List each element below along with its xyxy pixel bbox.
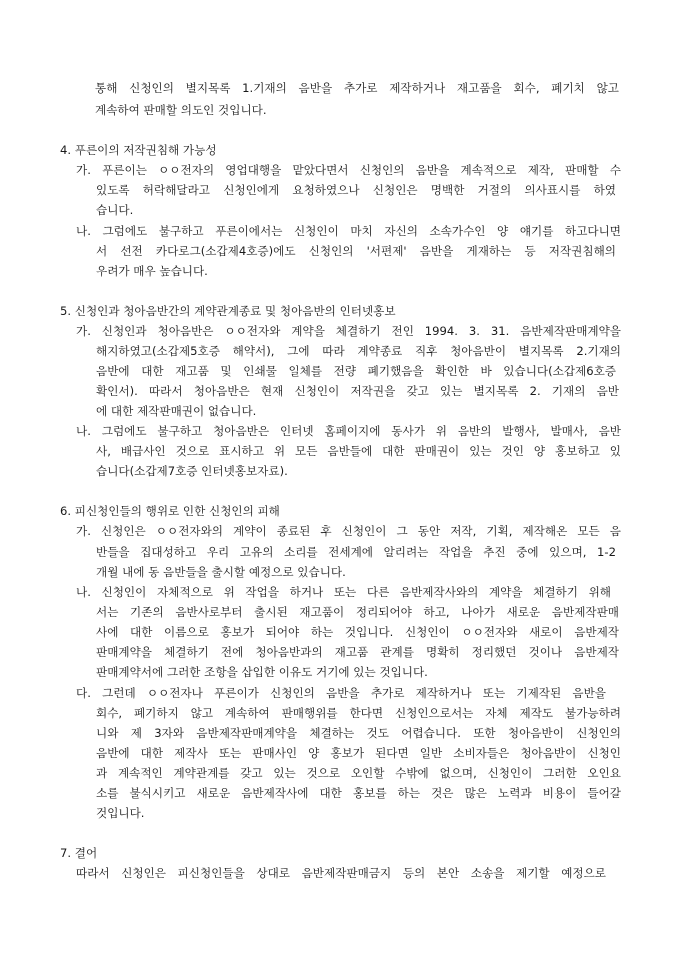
section-6-da-line-2: 회수, 폐기하지 않고 계속하여 판매행위를 한다면 신청인으로서는 자체 제작도 불가능하려 — [96, 706, 621, 720]
section-4-ga-line-2: 있도록 허락해달라고 신청인에게 요청하였으나 신청인은 명백한 거절의 의사표시를 하였 — [96, 183, 616, 197]
section-4-heading: 4. 푸른이의 저작권침해 가능성 — [60, 143, 217, 157]
section-5-ga-line-4: 확인서). 따라서 청아음반은 현재 신청인이 저작권을 갖고 있는 별지목록 2. 기재의 음반 — [96, 384, 619, 398]
intro-line-1: 통해 신청인의 별지목록 1.기재의 음반을 추가로 제작하거나 재고품을 회수, 폐기치 않고 — [95, 81, 619, 95]
section-5-na-line-2: 사, 배급사인 것으로 표시하고 위 모든 음반들에 대한 판매권이 있는 것인 양 홍보하고 있 — [96, 444, 621, 458]
section-6-da-line-7: 것입니다. — [96, 806, 145, 820]
section-5-heading: 5. 신청인과 청아음반간의 계약관계종료 및 청아음반의 인터넷홍보 — [60, 304, 396, 318]
section-4-ga-line-3: 습니다. — [96, 203, 134, 217]
section-4-ga-line-1: 가. 푸른이는 ㅇㅇ전자의 영업대행을 맡았다면서 신청인의 음반을 계속적으로 제작, 판매할 수 — [76, 163, 621, 177]
section-6-heading: 6. 피신청인들의 행위로 인한 신청인의 피해 — [60, 504, 280, 518]
section-6-na-line-2: 서는 기존의 음반사로부터 출시된 재고품이 정리되어야 하고, 나아가 새로운 음반제작판매 — [96, 605, 619, 619]
section-5-ga-line-1: 가. 신청인과 청아음반은 ㅇㅇ전자와 계약을 체결하기 전인 1994. 3. 31. 음반제작판매계약을 — [76, 324, 621, 338]
section-6-ga-line-1: 가. 신청인은 ㅇㅇ전자와의 계약이 종료된 후 신청인이 그 동안 저작, 기획, 제작해온 모든 음 — [76, 524, 621, 538]
section-6-da-line-3: 니와 제 3자와 음반제작판매계약을 체결하는 것도 어렵습니다. 또한 청아음반이 신청인의 — [96, 726, 621, 740]
section-5-ga-line-2: 해지하였고(소갑제5호증 해약서), 그에 따라 계약종료 직후 청아음반이 별지목록 2.기재의 — [96, 344, 621, 358]
section-6-da-line-1: 다. 그런데 ㅇㅇ전자나 푸른이가 신청인의 음반을 추가로 제작하거나 또는 기제작된 음반을 — [76, 686, 606, 700]
section-6-da-line-4: 음반에 대한 제작사 또는 판매사인 양 홍보가 된다면 일반 소비자들은 청아음반이 신청인 — [96, 746, 621, 760]
section-7-body: 따라서 신청인은 피신청인들을 상대로 음반제작판매금지 등의 본안 소송을 제기할 예정으로 — [76, 866, 606, 880]
section-5-ga-line-3: 음반에 대한 재고품 및 인쇄물 일체를 전량 폐기했음을 확인한 바 있습니다(소갑제6호증 — [96, 364, 616, 378]
section-6-na-line-5: 판매계약서에 그러한 조항을 삽입한 이유도 거기에 있는 것입니다. — [96, 665, 428, 679]
section-6-da-line-5: 과 계속적인 계약관계를 갖고 있는 것으로 오인할 수밖에 없으며, 신청인이 그러한 오인요 — [96, 766, 621, 780]
section-6-na-line-1: 나. 신청인이 자체적으로 위 작업을 하거나 또는 다른 음반제작사와의 계약을 체결하기 위해 — [76, 585, 611, 599]
section-6-da-line-6: 소를 불식시키고 새로운 음반제작사에 대한 홍보를 하는 것은 많은 노력과 비용이 들어갈 — [96, 786, 621, 800]
section-4-na-line-3: 우려가 매우 높습니다. — [96, 264, 208, 278]
section-5-ga-line-5: 에 대한 제작판매권이 없습니다. — [96, 404, 257, 418]
section-6-ga-line-2: 반들을 집대성하고 우리 고유의 소리를 전세계에 알리려는 작업을 추진 중에 있으며, 1-2 — [96, 545, 616, 559]
section-5-na-line-3: 습니다(소갑제7호증 인터넷홍보자료). — [96, 464, 288, 478]
section-6-ga-line-3: 개월 내에 동 음반들을 출시할 예정으로 있습니다. — [96, 565, 346, 579]
section-5-na-line-1: 나. 그럼에도 불구하고 청아음반은 인터넷 홈페이지에 동사가 위 음반의 발행사, 발매사, 음반 — [76, 424, 621, 438]
section-7-heading: 7. 결어 — [60, 846, 98, 860]
section-4-na-line-1: 나. 그럼에도 불구하고 푸른이에서는 신청인이 마치 자신의 소속가수인 양 얘기를 하고다니면 — [76, 224, 621, 238]
section-6-na-line-4: 판매계약을 체결하기 전에 청아음반과의 재고품 관계를 명확히 정리했던 것이나 음반제작 — [96, 645, 619, 659]
section-6-na-line-3: 사에 대한 이름으로 홍보가 되어야 하는 것입니다. 신청인이 ㅇㅇ전자와 새로이 음반제작 — [96, 625, 619, 639]
section-4-na-line-2: 서 선전 카다로그(소갑제4호증)에도 신청인의 '서편제' 음반을 게재하는 등 저작권침해의 — [96, 244, 616, 258]
intro-line-2: 계속하여 판매할 의도인 것입니다. — [95, 103, 267, 117]
